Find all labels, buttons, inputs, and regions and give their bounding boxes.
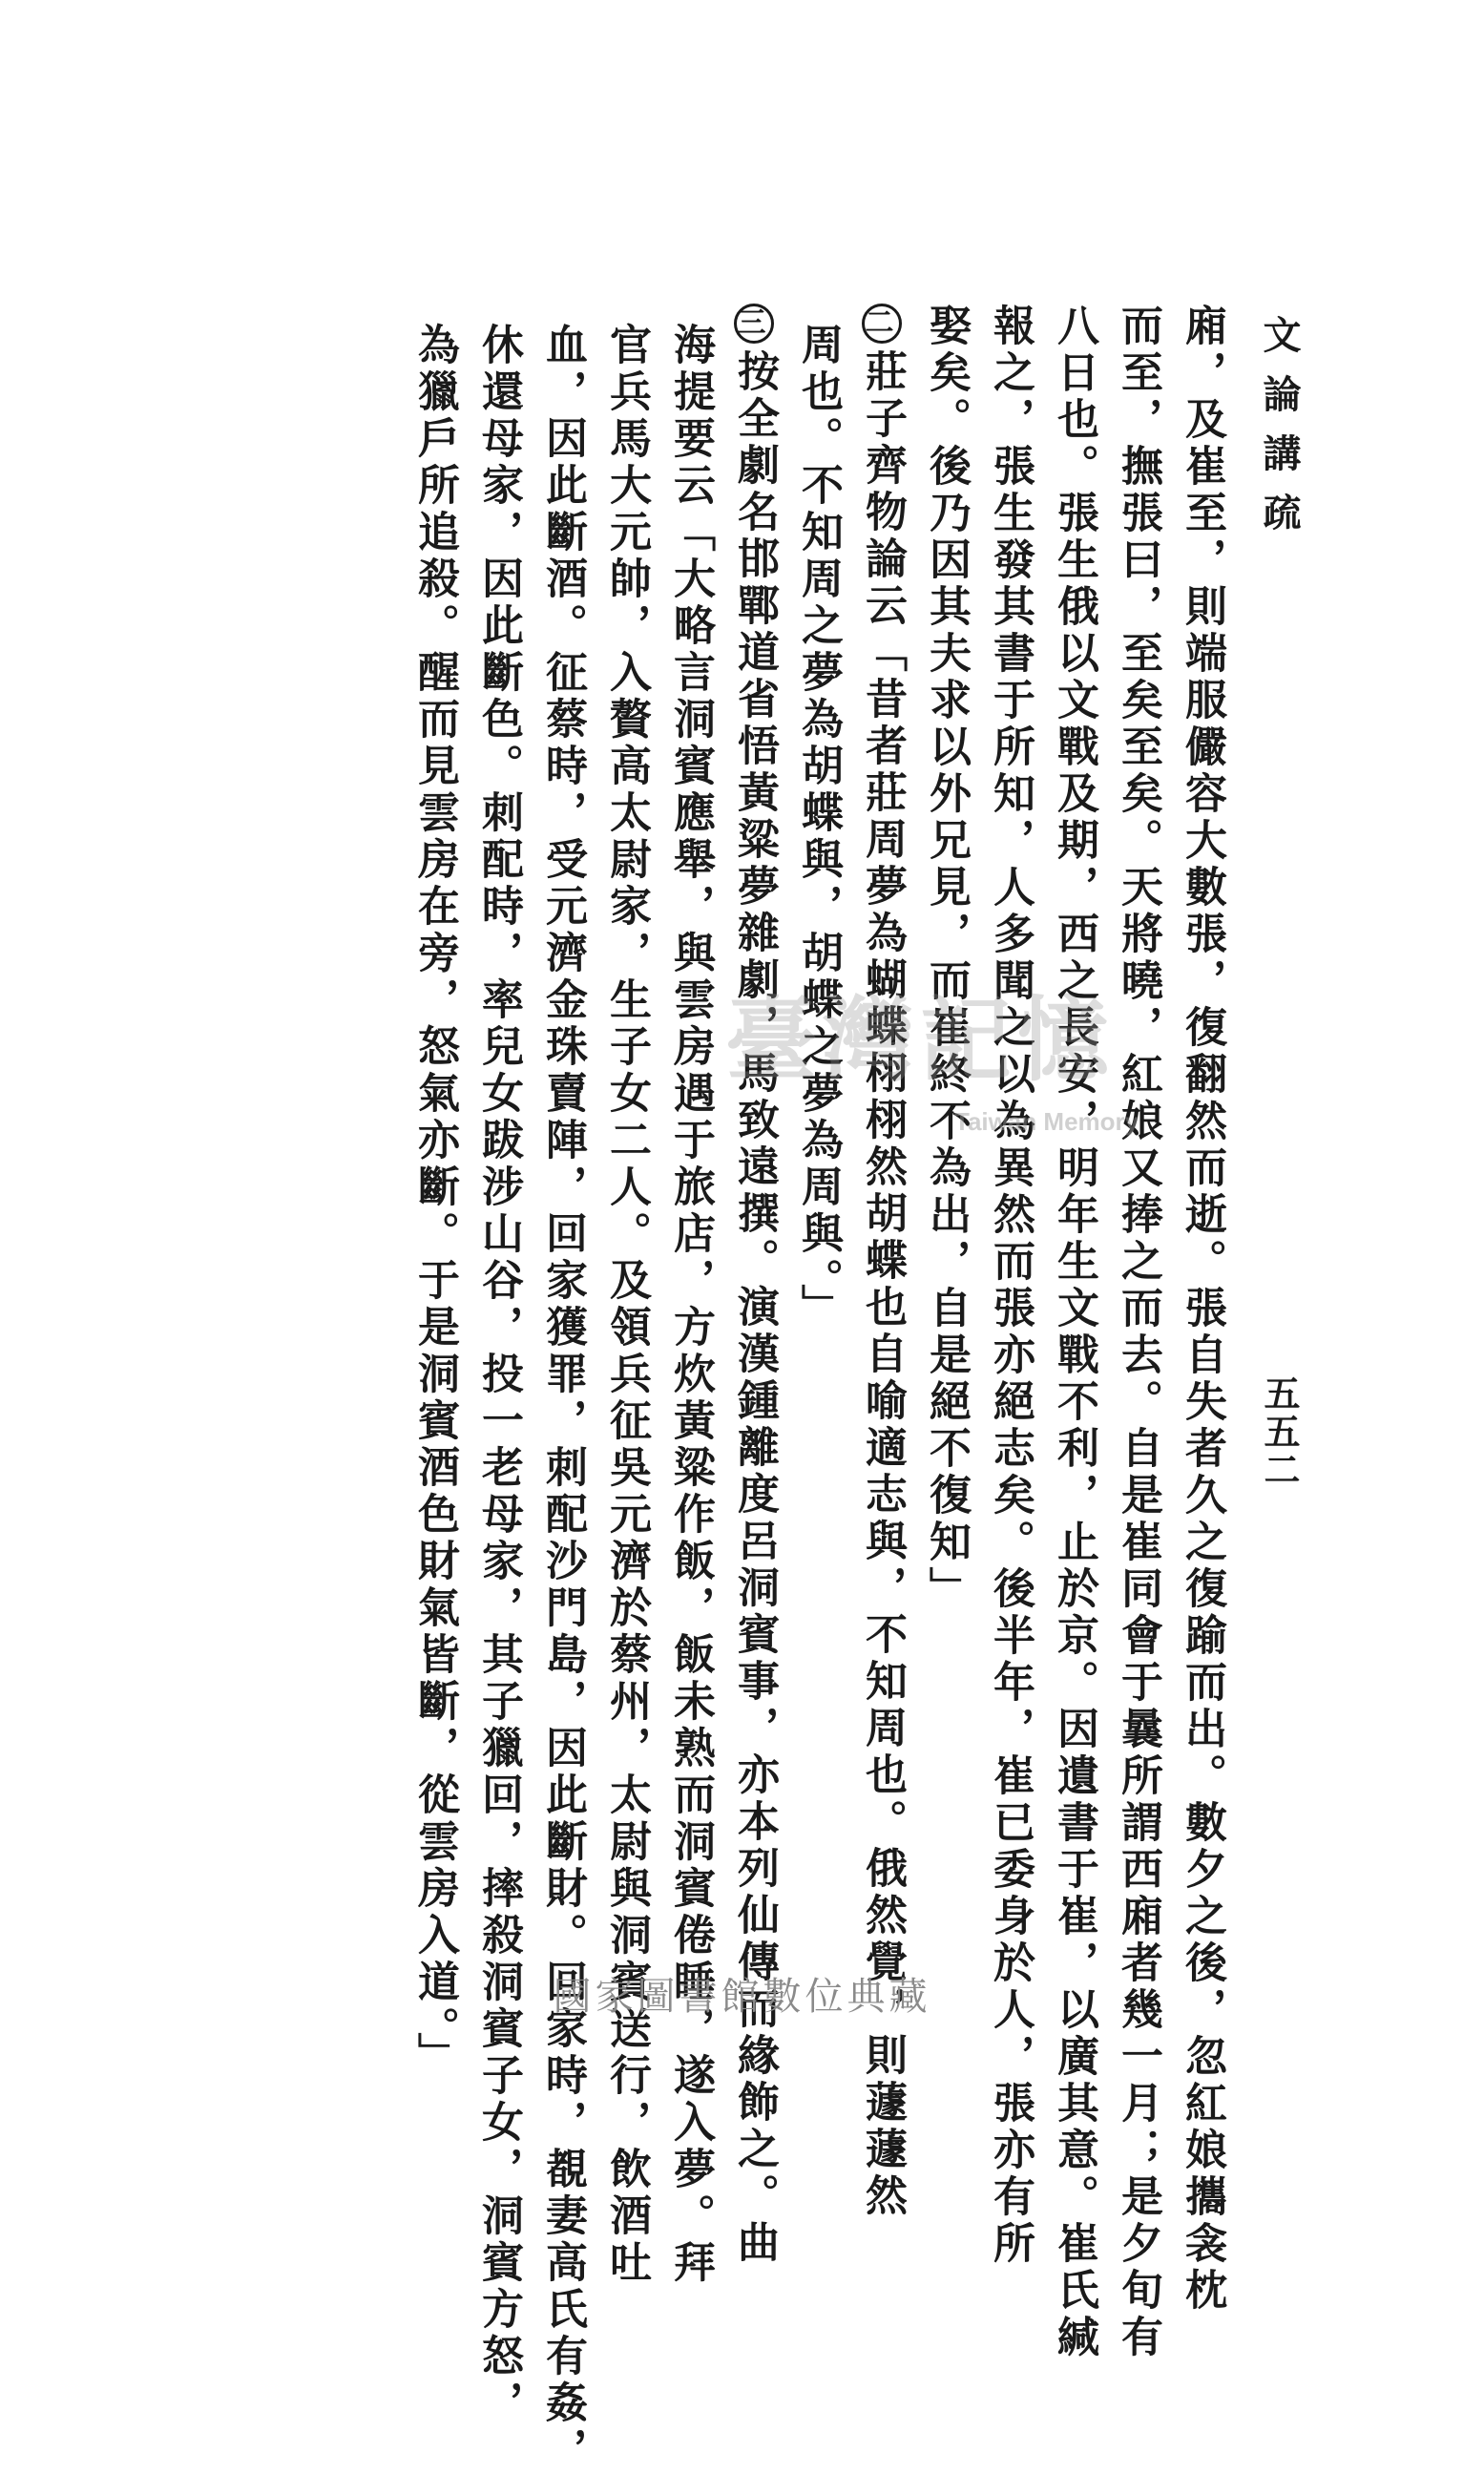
footnote-column: 休還母家，因此斷色。刺配時，率兒女跋涉山谷，投一老母家，其子獵回，摔殺洞賓子女，洞賓方怒， bbox=[474, 323, 523, 2427]
page-number: 五五二 bbox=[1258, 1374, 1301, 1489]
text-column: 廂，及崔至，則端服儼容大數張，復翻然而逝。張自失者久之復踰而出。數夕之後，忽紅娘攜衾枕 bbox=[1178, 304, 1226, 2315]
watermark-english: Taiwan Memory bbox=[954, 1107, 1139, 1136]
watermark-logo: 臺灣記憶 bbox=[725, 986, 1115, 1094]
running-title: 文論講疏 bbox=[1257, 315, 1302, 552]
library-footer: 國家圖書館數位典藏 bbox=[553, 1975, 931, 2019]
footnote-column: 為獵戶所追殺。醒而見雲房在旁，怒氣亦斷。于是洞賓酒色財氣皆斷，從雲房入道。」 bbox=[410, 323, 459, 2079]
footnote-column: 海提要云「大略言洞賓應舉，與雲房遇于旅店，方炊黃粱作飯，飯未熟而洞賓倦睡，遂入夢。拜 bbox=[666, 323, 715, 2287]
footnote-column: 三按全劇名邯鄲道省悟黃粱夢雜劇，馬致遠撰。演漢鍾離度呂洞賓事，亦本列仙傳而緣飾之。曲 bbox=[722, 304, 786, 1707]
footnote-column: 二莊子齊物論云「昔者莊周夢為蝴蝶栩栩然胡蝶也自喻適志與，不知周也。俄然覺，則蘧蘧然 bbox=[850, 304, 914, 1707]
footnote-column: 周也。不知周之夢為胡蝶與，胡蝶之夢為周與。」 bbox=[794, 323, 843, 1331]
text-column: 八日也。張生俄以文戰及期，西之長安，明年生文戰不利，止於京。因遺書于崔，以廣其意。崔氏緘 bbox=[1050, 304, 1098, 2361]
text-column: 娶矣。後乃因其夫求以外兄見，而崔終不為出，自是絕不復知」 bbox=[922, 304, 971, 1613]
footnote-marker: 二 bbox=[862, 304, 902, 344]
text-column: 而至，撫張曰，至矣至矣。天將曉，紅娘又捧之而去。自是崔同會于曩所謂西廂者幾一月；是夕旬有 bbox=[1114, 304, 1162, 2361]
footnote-column: 血，因此斷酒。征蔡時，受元濟金珠賣陣，回家獲罪，刺配沙門島，因此斷財。回家時，覩妻高氏有姦， bbox=[538, 323, 587, 2474]
footnote-column: 官兵馬大元帥，入贅高太尉家，生子女二人。及領兵征吳元濟於蔡州，太尉與洞賓送行，飲酒吐 bbox=[602, 323, 651, 2287]
footnote-marker: 三 bbox=[734, 304, 774, 344]
text-column: 報之，張生發其書于所知，人多聞之以為異然而張亦絕志矣。後半年，崔已委身於人，張亦有所 bbox=[986, 304, 1035, 2268]
